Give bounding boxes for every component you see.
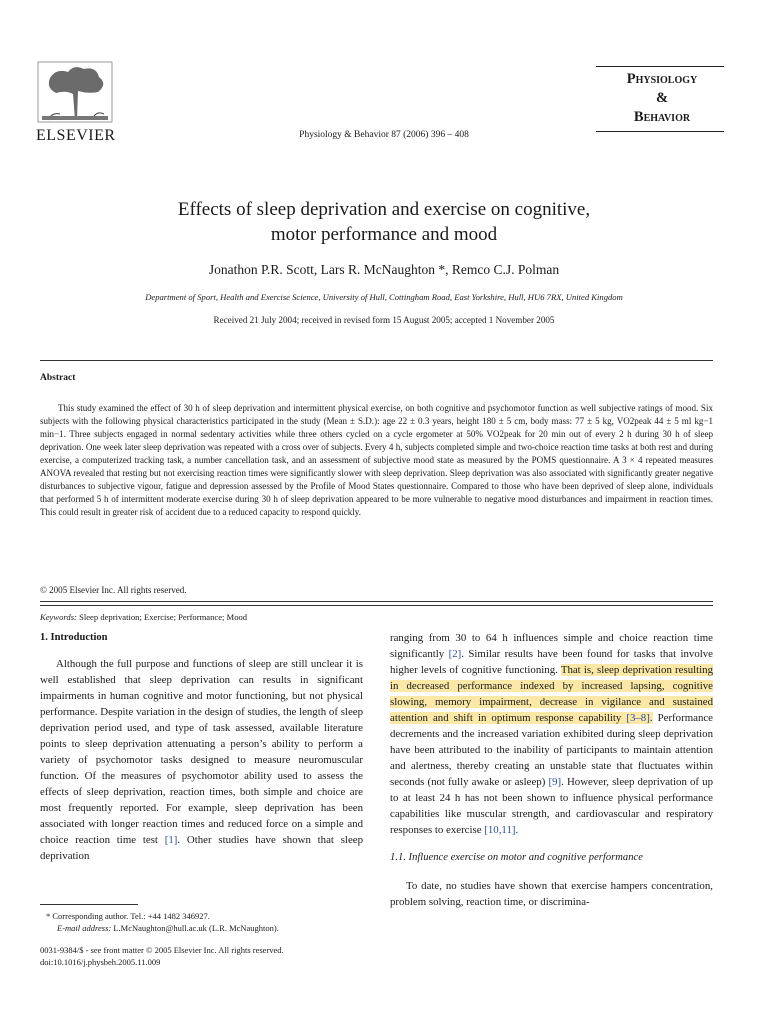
keywords-list: Sleep deprivation; Exercise; Performance; Mood [79, 612, 248, 622]
article-title [60, 197, 708, 247]
keywords [40, 612, 247, 622]
journal-reference: Physiology & Behavior 87 (2006) 396 – 408 [299, 130, 469, 140]
brand-line-1: Physiology [626, 71, 698, 87]
highlighted-text: That is, sleep deprivation resulting in decreased performance indexed by increased lapsing, cognitive slowing, memory impairment, decrease in vigilance and sustained attention and shift in optimum response capability [3–8]. [390, 664, 713, 724]
footnote [40, 910, 370, 934]
citation-link[interactable]: [3–8] [626, 712, 650, 724]
abstract-text: This study examined the effect of 30 h of sleep deprivation and intermittent physical exercise, on both cognitive and psychomotor function as well subjective ratings of mood. Six subjects with the following physical characteristics participated in the study (Mean ± S.D.): age 22 ± 0.3 years, height 180 ± 5 cm, body mass: 77 ± 5 kg, VO2peak 44 ± 5 ml kg−1 min−1. Three subjects engaged in normal sedentary activities while three others cycled on a cycle ergometer at 50% VO2peak for 20 min out of every 2 h during 30 h of sleep deprivation. One week later sleep deprivation was repeated with a cross over of subjects. Every 4 h, subjects completed simple and two-choice reaction time tasks at both rest and during exercise, a computerized tracking task, a number cancellation task, and an assessment of subjective mood state as measured by the POMS questionnaire. A 3 × 4 repeated measures ANOVA revealed that resting but not exercising reaction times were significantly slower with sleep deprivation. Sleep deprivation was also associated with significantly greater negative disturbances to subjective vigour, fatigue and depression assessed by the Profile of Mood States questionnaire. Compared to those who have been deprived of sleep alone, individuals that performed 5 h of intermittent moderate exercise during 30 h of sleep deprivation appeared to be more vulnerable to negative mood disturbances and impairment in reaction times. This could result in greater risk of accident due to a reduced capacity to respond quickly. [40, 403, 713, 517]
divider-keywords [40, 601, 713, 602]
intro-text-4: . Similar results have been found for tasks that involve higher levels of cognitive functioning. [390, 648, 713, 676]
column-right [390, 630, 713, 910]
title-line-1: Effects of sleep deprivation and exercise on cognitive, [177, 199, 591, 220]
intro-text-5: Performance decrements and the increased variation exhibited during sleep deprivation have been attributed to the inability of participants to maintain attention and alertness, thereby creating an unstable state that fluctuates within seconds (not fully awake or asleep) [390, 712, 713, 788]
copyright: © 2005 Elsevier Inc. All rights reserved. [40, 585, 187, 595]
citation-link[interactable]: [1] [164, 834, 178, 846]
title-line-2: motor performance and mood [270, 224, 498, 245]
publisher-logo [36, 60, 116, 144]
citation-link[interactable]: [2] [448, 648, 462, 660]
section-heading-introduction: 1. Introduction [40, 632, 108, 643]
intro-paragraph-3: To date, no studies have shown that exercise hampers concentration, problem solving, reaction time, or discrimina- [390, 880, 713, 908]
brand-rule-top [596, 66, 724, 67]
publisher-name: ELSEVIER [36, 127, 116, 144]
divider-top [40, 360, 713, 361]
journal-brand [600, 70, 724, 127]
intro-paragraph-1 [40, 656, 363, 864]
issn-line: 0031-9384/$ - see front matter © 2005 Elsevier Inc. All rights reserved. [40, 945, 284, 955]
footnote-rule [40, 904, 138, 905]
intro-text-3: ranging from 30 to 64 h influences simple and choice reaction time significantly [390, 632, 713, 660]
citation-link[interactable]: [9] [548, 776, 562, 788]
intro-text-1: Although the full purpose and functions of sleep are still unclear it is well established that sleep deprivation can results in significant impairments in human cognitive and motor functioning, but not physical performance. Despite variation in the design of studies, the length of sleep deprivation period used, and type of task assessed, available literature points to sleep deprivation attenuating a person’s ability to perform a variety of psychomotor tasks designed to measure neuromuscular function. Of the measures of psychomotor ability used to assess the effects of sleep deprivation, reaction times, both simple and choice are most frequently reported. For example, sleep deprivation has been associated with longer reaction times and reduced force on a simple and choice reaction time test [40, 658, 363, 846]
tree-logo-icon [36, 60, 114, 124]
email-line [40, 922, 370, 934]
intro-text-6: . However, sleep deprivation of up to at least 24 h has not been shown to influence physical performance capabilities like muscular strength, and cardiovascular and respiratory responses to exercise [390, 776, 713, 836]
citation-link[interactable]: [10,11] [484, 824, 516, 836]
front-matter [40, 944, 284, 968]
divider-bottom [40, 605, 713, 606]
intro-paragraph-2: ranging from 30 to 64 h influences simple and choice reaction time significantly [2]. Similar results have been found for tasks that involve higher levels of cognitive functioning. That is, sleep deprivation resulting in decreased performance indexed by increased lapsing, cognitive slowing, memory impairment, decrease in vigilance and sustained attention and shift in optimum response capability [3–8]. Performance decrements and the increased variation exhibited during sleep deprivation have been attributed to the inability of participants to maintain attention and alertness, thereby creating an unstable state that fluctuates within seconds (not fully awake or asleep) [9]. However, sleep deprivation of up to at least 24 h has not been shown to influence physical performance capabilities like muscular strength, and cardiovascular and respiratory responses to exercise [10,11]. [390, 632, 713, 836]
highlight-body: That is, sleep deprivation resulting in decreased performance indexed by increased lapsing, cognitive slowing, memory impairment, decrease in vigilance and sustained attention and shift in optimum response capability [390, 664, 713, 724]
doi-line[interactable]: doi:10.1016/j.physbeh.2005.11.009 [40, 957, 161, 967]
abstract-heading: Abstract [40, 373, 76, 383]
email-address[interactable]: L.McNaughton@hull.ac.uk (L.R. McNaughton). [113, 923, 279, 933]
brand-line-2: & [655, 90, 669, 106]
brand-rule-bottom [596, 131, 724, 132]
received-dates: Received 21 July 2004; received in revised form 15 August 2005; accepted 1 November 2005 [213, 315, 555, 325]
column-left [40, 630, 363, 864]
authors: Jonathon P.R. Scott, Lars R. McNaughton *, Remco C.J. Polman [208, 262, 560, 277]
subsection-heading: 1.1. Influence exercise on motor and cognitive performance [390, 852, 643, 863]
keywords-label: Keywords: [40, 612, 77, 622]
email-label: E-mail address: [57, 923, 112, 933]
intro-text-2: . Other studies have shown that sleep deprivation [40, 834, 363, 862]
brand-line-3: Behavior [633, 109, 691, 125]
affiliation: Department of Sport, Health and Exercise Science, University of Hull, Cottingham Road, East Yorkshire, Hull, HU6 7RX, United Kingdom [145, 292, 623, 302]
corresponding-author: * Corresponding author. Tel.: +44 1482 346927. [46, 911, 210, 921]
